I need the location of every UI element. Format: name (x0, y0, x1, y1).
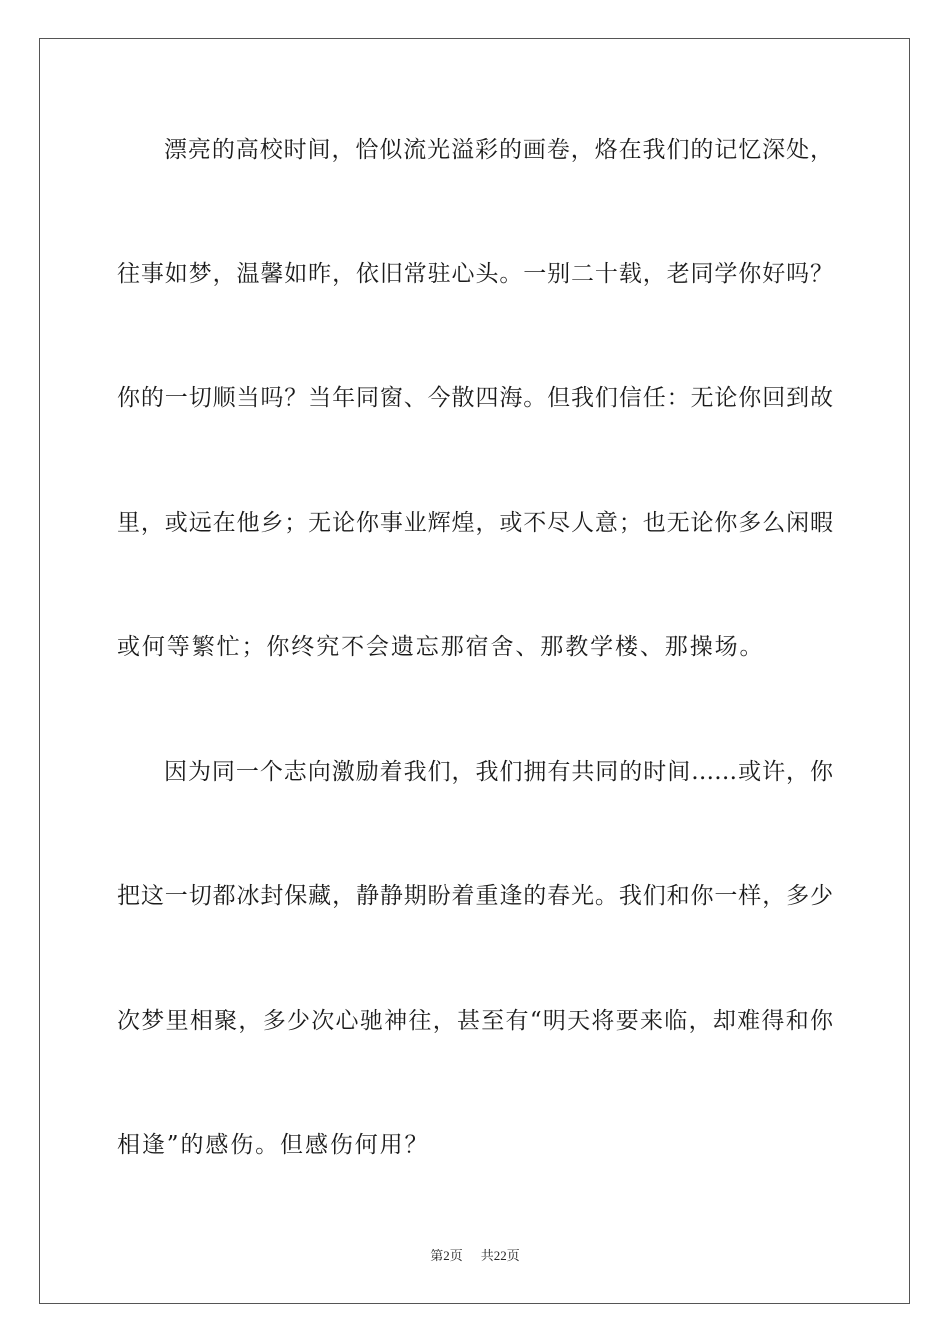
paragraph-1-line-1: 漂亮的高校时间，恰似流光溢彩的画卷，烙在我们的记忆深处， (164, 137, 833, 163)
paragraph-1-line-4: 里，或远在他乡；无论你事业辉煌，或不尽人意；也无论你多么闲暇 (117, 510, 833, 536)
page-border (39, 38, 910, 1304)
paragraph-2-line-3: 次梦里相聚，多少次心驰神往，甚至有“明天将要来临，却难得和你 (117, 1008, 833, 1034)
paragraph-1-line-2: 往事如梦，温馨如昨，依旧常驻心头。一别二十载，老同学你好吗？ (117, 261, 833, 287)
paragraph-2-line-2: 把这一切都冰封保藏，静静期盼着重逢的春光。我们和你一样，多少 (117, 883, 833, 909)
paragraph-2-line-4: 相逢”的感伤。但感伤何用？ (117, 1132, 430, 1158)
page-number: 第2页 (430, 1248, 463, 1263)
paragraph-2-line-1: 因为同一个志向激励着我们，我们拥有共同的时间……或许，你 (164, 759, 833, 785)
paragraph-1-line-3: 你的一切顺当吗？当年同窗、今散四海。但我们信任：无论你回到故 (117, 385, 833, 411)
page-footer (0, 1246, 950, 1266)
paragraph-1-line-5: 或何等繁忙；你终究不会遗忘那宿舍、那教学楼、那操场。 (117, 634, 765, 660)
total-pages: 共22页 (480, 1248, 520, 1263)
